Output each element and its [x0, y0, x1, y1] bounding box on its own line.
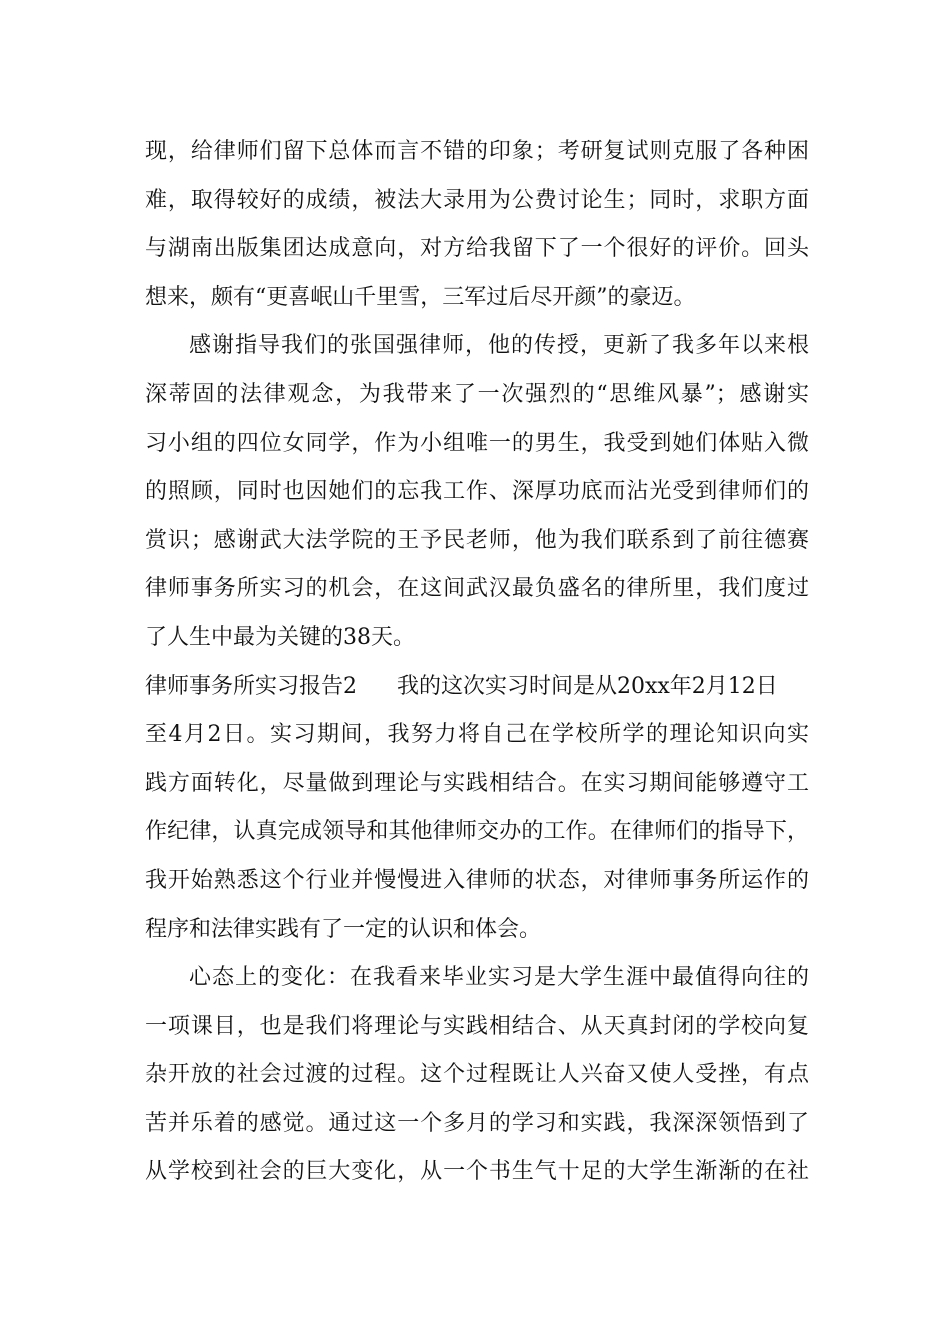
- text-line: 一项课目，也是我们将理论与实践相结合、从天真封闭的学校向复: [145, 1013, 809, 1039]
- text-line: 杂开放的社会过渡的过程。这个过程既让人兴奋又使人受挫，有点: [145, 1062, 809, 1088]
- text-line: 的照顾，同时也因她们的忘我工作、深厚功底而沾光受到律师们的: [145, 479, 809, 505]
- text-line: 深蒂固的法律观念，为我带来了一次强烈的“思维风暴”；感谢实: [145, 381, 809, 407]
- text-line: 从学校到社会的巨大变化，从一个书生气十足的大学生渐渐的在社: [145, 1159, 809, 1185]
- text-line: 践方面转化，尽量做到理论与实践相结合。在实习期间能够遵守工: [145, 770, 809, 796]
- text-segment: 我的这次实习时间是从20xx年2月12日: [397, 673, 778, 699]
- paragraph-2: [145, 322, 809, 662]
- text-line: 我开始熟悉这个行业并慢慢进入律师的状态，对律师事务所运作的: [145, 867, 809, 893]
- paragraph-1: [145, 128, 809, 322]
- text-line: 现，给律师们留下总体而言不错的印象；考研复试则克服了各种困: [145, 139, 809, 164]
- text-line: 心态上的变化：在我看来毕业实习是大学生涯中最值得向往的: [189, 965, 809, 991]
- text-line: 赏识；感谢武大法学院的王予民老师，他为我们联系到了前往德赛: [145, 527, 809, 553]
- section-heading: 律师事务所实习报告2: [145, 673, 357, 699]
- text-line: 感谢指导我们的张国强律师，他的传授，更新了我多年以来根: [189, 333, 809, 359]
- text-line: 作纪律，认真完成领导和其他律师交办的工作。在律师们的指导下，: [145, 819, 809, 845]
- text-line: 律师事务所实习的机会，在这间武汉最负盛名的律所里，我们度过: [145, 576, 809, 602]
- paragraph-4: [145, 954, 809, 1197]
- text-line: 苦并乐着的感觉。通过这一个多月的学习和实践，我深深领悟到了: [145, 1110, 809, 1136]
- text-line: 程序和法律实践有了一定的认识和体会。: [145, 916, 542, 942]
- paragraph-3: [145, 663, 809, 955]
- text-line: 想来，颇有“更喜岷山千里雪，三军过后尽开颜”的豪迈。: [145, 284, 696, 310]
- text-line: 难，取得较好的成绩，被法大录用为公费讨论生；同时，求职方面: [145, 187, 809, 213]
- text-line: 与湖南出版集团达成意向，对方给我留下了一个很好的评价。回头: [145, 236, 809, 262]
- document-body: [145, 128, 809, 1197]
- text-line: 至4月2日。实习期间，我努力将自己在学校所学的理论知识向实: [145, 722, 809, 748]
- heading-line: [145, 663, 809, 712]
- text-line: 习小组的四位女同学，作为小组唯一的男生，我受到她们体贴入微: [145, 430, 809, 456]
- text-line: 了人生中最为关键的38天。: [145, 624, 415, 650]
